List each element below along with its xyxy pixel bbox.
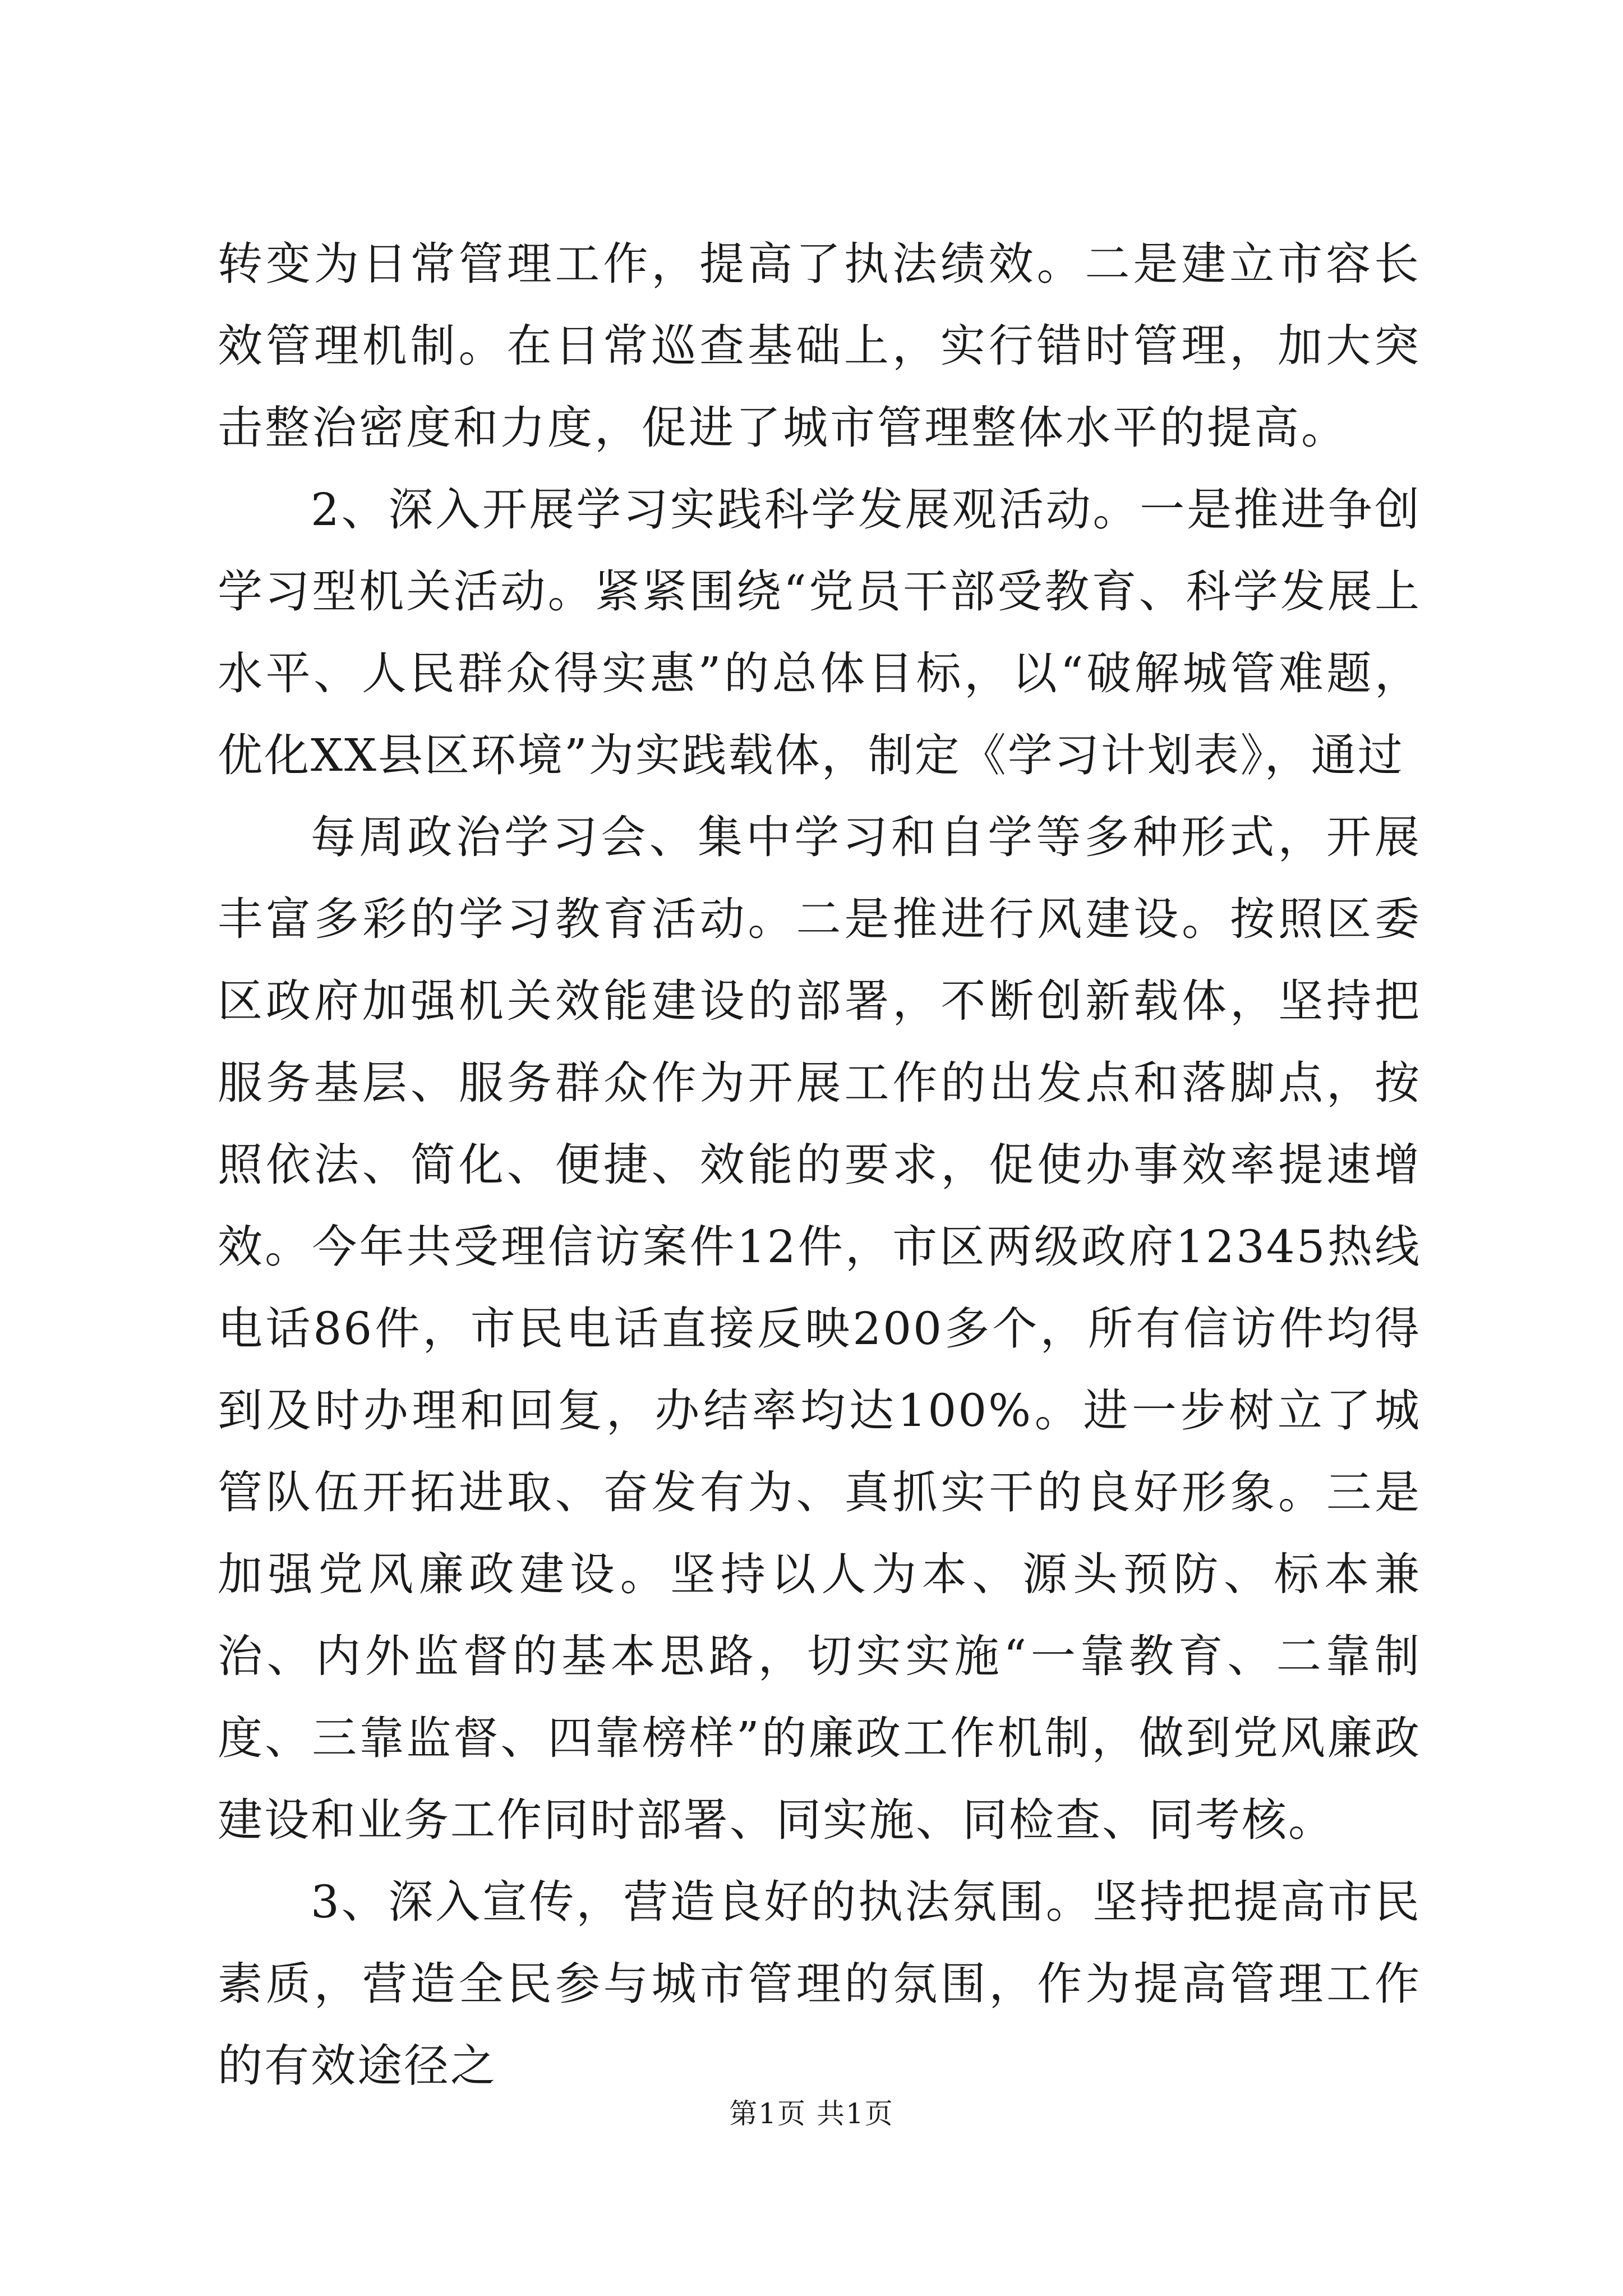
page-footer: 第1页 共1页 xyxy=(729,2097,894,2130)
paragraph-1: 转变为日常管理工作，提高了执法绩效。二是建立市容长效管理机制。在日常巡查基础上，实行错时管理，加大突击整治密度和力度，促进了城市管理整体水平的提高。 xyxy=(218,238,1421,454)
document-body xyxy=(218,223,1421,2107)
paragraph-2: 2、深入开展学习实践科学发展观活动。一是推进争创学习型机关活动。紧紧围绕“党员干部受教育、科学发展上水平、人民群众得实惠”的总体目标，以“破解城管难题，优化XX县区环境”为实践载体，制定《学习计划表》，通过 xyxy=(218,484,1421,781)
paragraph-3: 每周政治学习会、集中学习和自学等多种形式，开展丰富多彩的学习教育活动。二是推进行风建设。按照区委区政府加强机关效能建设的部署，不断创新载体，坚持把服务基层、服务群众作为开展工作的出发点和落脚点，按照依法、简化、便捷、效能的要求，促使办事效率提速增效。今年共受理信访案件12件，市区两级政府12345热线电话86件，市民电话直接反映200多个，所有信访件均得到及时办理和回复，办结率均达100%。进一步树立了城管队伍开拓进取、奋发有为、真抓实干的良好形象。三是加强党风廉政建设。坚持以人为本、源头预防、标本兼治、内外监督的基本思路，切实实施“一靠教育、二靠制度、三靠监督、四靠榜样”的廉政工作机制，做到党风廉政建设和业务工作同时部署、同实施、同检查、同考核。 xyxy=(218,811,1421,1846)
paragraph-4: 3、深入宣传，营造良好的执法氛围。坚持把提高市民素质，营造全民参与城市管理的氛围，作为提高管理工作的有效途径之 xyxy=(218,1876,1421,2092)
